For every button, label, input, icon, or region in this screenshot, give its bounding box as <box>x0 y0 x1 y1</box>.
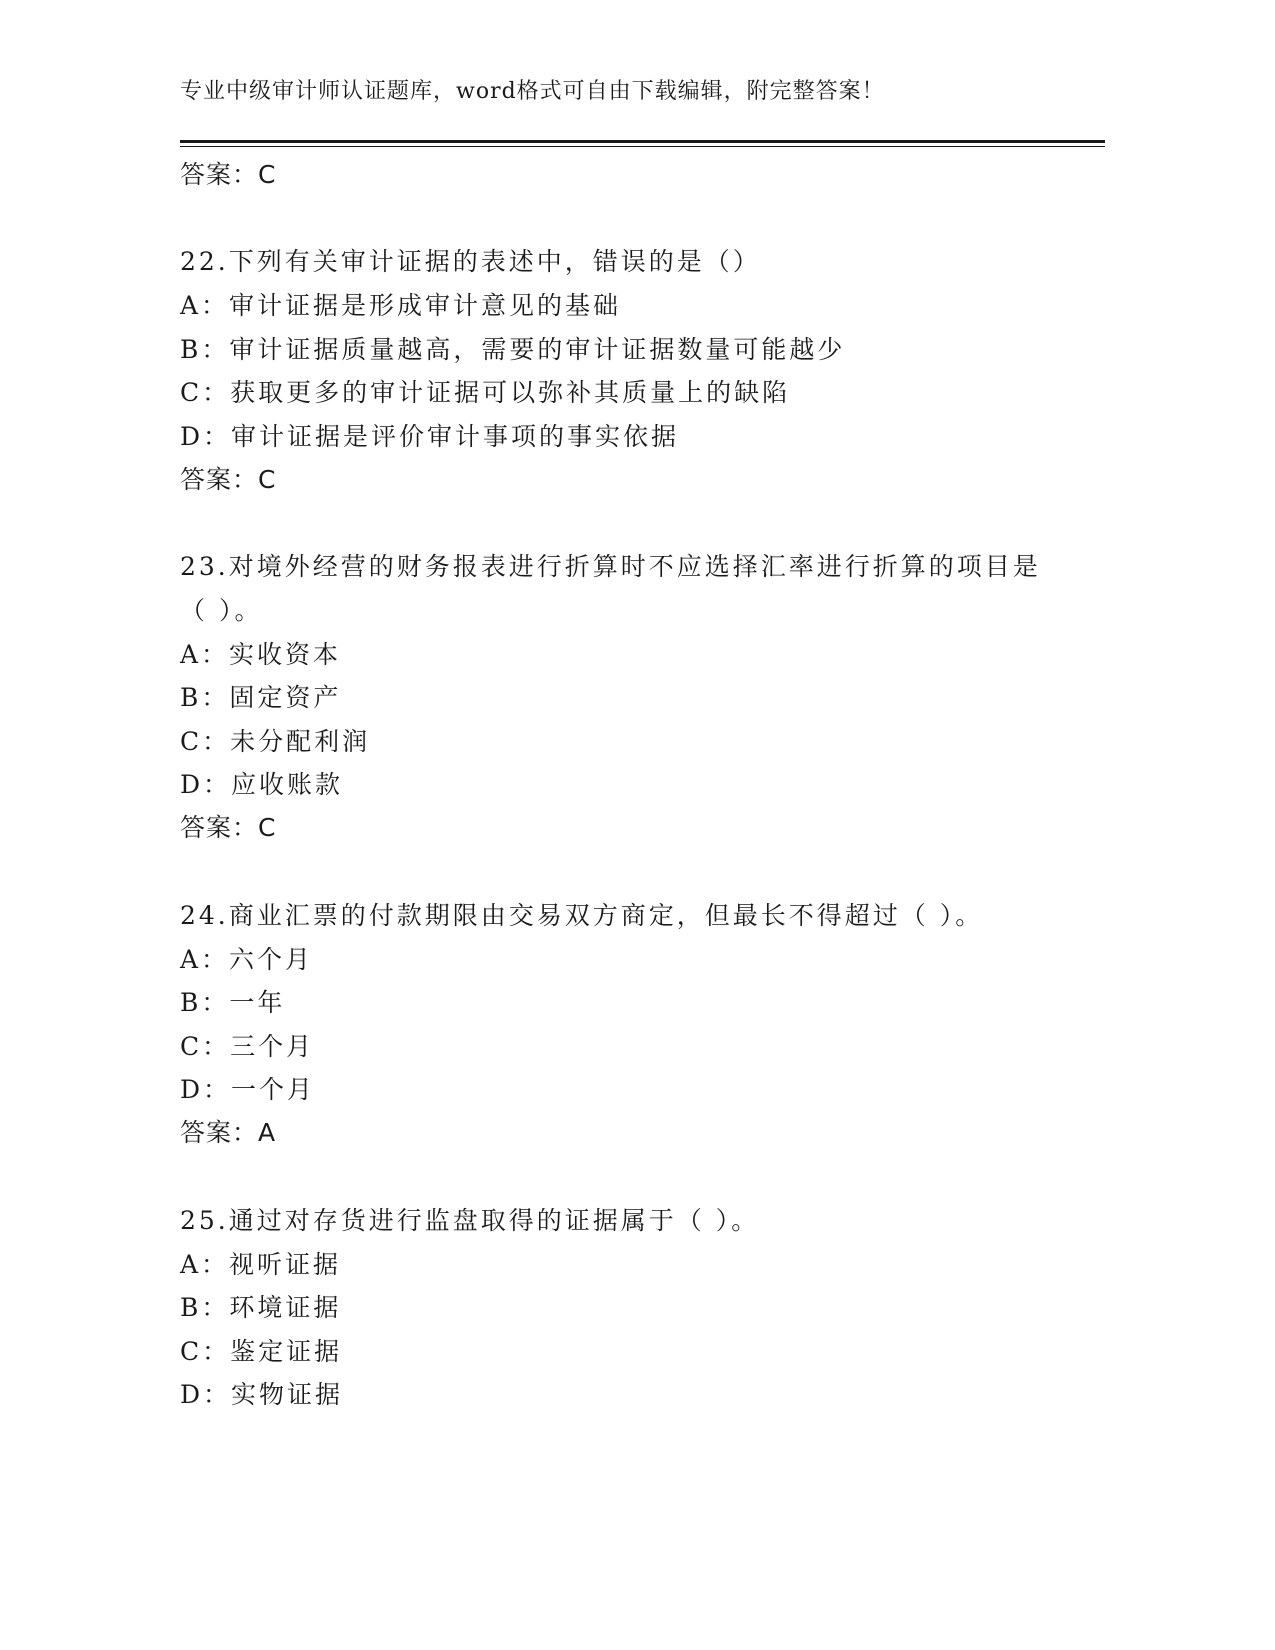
question-23-stem-cont: （ ）。 <box>180 596 263 625</box>
question-23-answer: 答案：C <box>180 813 277 842</box>
question-25-stem: 25.通过对存货进行监盘取得的证据属于（ ）。 <box>180 1206 760 1235</box>
question-24-option-c: C：三个月 <box>180 1032 315 1061</box>
page-header: 专业中级审计师认证题库，word格式可自由下载编辑，附完整答案！ <box>180 79 885 104</box>
question-22-option-d: D：审计证据是评价审计事项的事实依据 <box>180 422 680 451</box>
question-23-option-b: B：固定资产 <box>180 683 342 712</box>
question-22-answer: 答案：C <box>180 465 277 494</box>
question-22-option-a: A：审计证据是形成审计意见的基础 <box>180 291 622 320</box>
question-25-option-b: B：环境证据 <box>180 1293 342 1322</box>
header-rule-thin <box>180 146 1105 147</box>
question-23-option-c: C：未分配利润 <box>180 727 371 756</box>
question-25-option-d: D：实物证据 <box>180 1380 344 1409</box>
question-24-answer: 答案：A <box>180 1118 277 1147</box>
question-24-option-a: A：六个月 <box>180 945 314 974</box>
question-23-stem: 23.对境外经营的财务报表进行折算时不应选择汇率进行折算的项目是 <box>180 552 1041 581</box>
question-25-option-c: C：鉴定证据 <box>180 1337 343 1366</box>
question-25-option-a: A：视听证据 <box>180 1250 342 1279</box>
header-rule-thick <box>180 140 1105 143</box>
question-22-option-c: C：获取更多的审计证据可以弥补其质量上的缺陷 <box>180 378 791 407</box>
question-24-stem: 24.商业汇票的付款期限由交易双方商定，但最长不得超过（ ）。 <box>180 901 984 930</box>
question-23-option-d: D：应收账款 <box>180 770 344 799</box>
answer-prev: 答案：C <box>180 160 277 189</box>
question-23-option-a: A：实收资本 <box>180 640 342 669</box>
question-24-option-d: D：一个月 <box>180 1075 316 1104</box>
question-22-stem: 22.下列有关审计证据的表述中，错误的是（） <box>180 247 761 276</box>
question-22-option-b: B：审计证据质量越高，需要的审计证据数量可能越少 <box>180 335 846 364</box>
question-24-option-b: B：一年 <box>180 988 286 1017</box>
